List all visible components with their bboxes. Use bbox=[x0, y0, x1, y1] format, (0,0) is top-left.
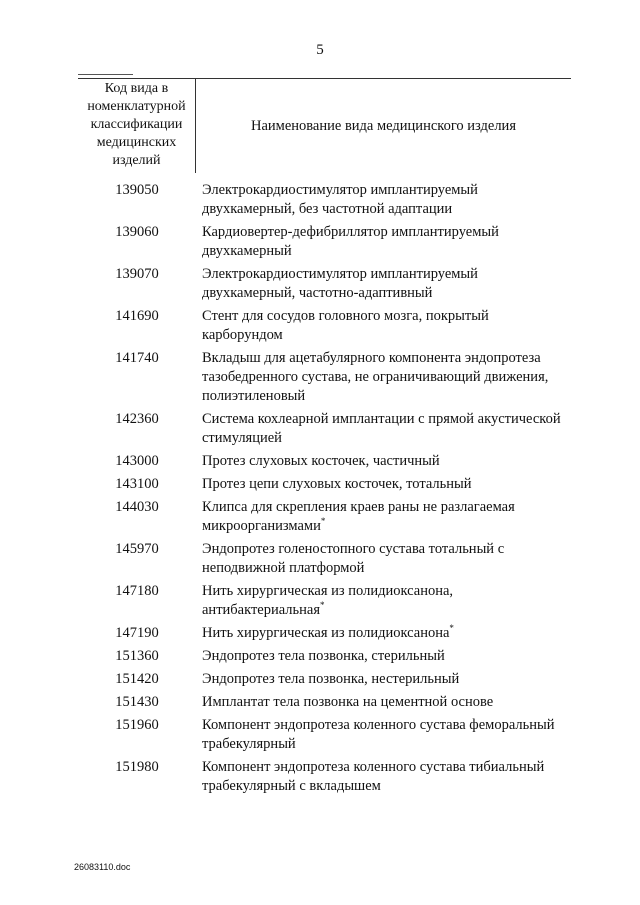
row-code: 143000 bbox=[115, 453, 159, 469]
row-code: 141740 bbox=[115, 350, 159, 366]
row-name bbox=[196, 452, 571, 471]
row-name bbox=[196, 223, 571, 261]
footnote-marker: * bbox=[320, 516, 326, 527]
table-row bbox=[78, 624, 571, 643]
header-code-column: Код вида в номенклатурной классификации медицинских изделий bbox=[78, 79, 196, 173]
table-header bbox=[78, 79, 571, 173]
row-code: 147180 bbox=[115, 583, 159, 599]
row-name-text: Протез цепи слуховых косточек, тотальный bbox=[202, 476, 472, 492]
row-name bbox=[196, 670, 571, 689]
row-code: 144030 bbox=[115, 499, 159, 515]
row-code: 141690 bbox=[115, 308, 159, 324]
table-row bbox=[78, 349, 571, 406]
row-name bbox=[196, 349, 571, 406]
table-row bbox=[78, 670, 571, 689]
row-name bbox=[196, 716, 571, 754]
footnote-marker: * bbox=[320, 600, 325, 611]
row-name bbox=[196, 647, 571, 666]
row-name-text: Вкладыш для ацетабулярного компонента эндопротеза тазобедренного сустава, не ограничивающий движения, полиэтиленовый bbox=[202, 350, 549, 404]
short-rule bbox=[78, 74, 133, 75]
row-name bbox=[196, 693, 571, 712]
row-code: 139060 bbox=[115, 224, 159, 240]
table-row bbox=[78, 716, 571, 754]
footnote-marker: * bbox=[449, 623, 454, 634]
row-name-text: Нить хирургическая из полидиоксанона bbox=[202, 625, 450, 641]
row-code: 147190 bbox=[115, 625, 159, 641]
table-row bbox=[78, 223, 571, 261]
row-name-text: Кардиовертер-дефибриллятор имплантируемый двухкамерный bbox=[202, 224, 499, 259]
row-name-text: Электрокардиостимулятор имплантируемый двухкамерный, частотно-адаптивный bbox=[202, 266, 478, 301]
page-number: 5 bbox=[316, 42, 324, 58]
row-name bbox=[196, 307, 571, 345]
row-name-text: Эндопротез тела позвонка, нестерильный bbox=[202, 671, 460, 687]
table-row bbox=[78, 647, 571, 666]
row-code: 139070 bbox=[115, 266, 159, 282]
row-name-text: Система кохлеарной имплантации с прямой акустической стимуляцией bbox=[202, 411, 561, 446]
table-row bbox=[78, 410, 571, 448]
row-code: 143100 bbox=[115, 476, 159, 492]
row-name-text: Клипса для скрепления краев раны не разлагаемая микроорганизмами bbox=[202, 499, 515, 534]
row-name bbox=[196, 265, 571, 303]
row-code: 139050 bbox=[115, 182, 159, 198]
table-row bbox=[78, 693, 571, 712]
row-name-text: Эндопротез голеностопного сустава тотальный с неподвижной платформой bbox=[202, 541, 505, 576]
row-name bbox=[196, 475, 571, 494]
row-name-text: Компонент эндопротеза коленного сустава тибиальный трабекулярный с вкладышем bbox=[202, 759, 545, 794]
table-row bbox=[78, 758, 571, 796]
row-name bbox=[196, 181, 571, 219]
table-body bbox=[78, 181, 571, 800]
row-name-text: Нить хирургическая из полидиоксанона, антибактериальная bbox=[202, 583, 454, 618]
row-name bbox=[196, 624, 571, 643]
row-code: 145970 bbox=[115, 541, 159, 557]
row-code: 151360 bbox=[115, 648, 159, 664]
row-code: 151980 bbox=[115, 759, 159, 775]
row-name bbox=[196, 582, 571, 620]
table-row bbox=[78, 181, 571, 219]
row-name-text: Электрокардиостимулятор имплантируемый двухкамерный, без частотной адаптации bbox=[202, 182, 478, 217]
table-row bbox=[78, 582, 571, 620]
row-name bbox=[196, 758, 571, 796]
table-row bbox=[78, 307, 571, 345]
row-name bbox=[196, 540, 571, 578]
row-name-text: Стент для сосудов головного мозга, покрытый карборундом bbox=[202, 308, 489, 343]
table-row bbox=[78, 265, 571, 303]
row-name-text: Протез слуховых косточек, частичный bbox=[202, 453, 440, 469]
row-code: 151420 bbox=[115, 671, 159, 687]
row-code: 142360 bbox=[115, 411, 159, 427]
table-row bbox=[78, 475, 571, 494]
footer-filename: 26083110.doc bbox=[74, 862, 131, 872]
header-name-column: Наименование вида медицинского изделия bbox=[250, 117, 516, 134]
row-code: 151960 bbox=[115, 717, 159, 733]
table-row bbox=[78, 540, 571, 578]
row-name-text: Имплантат тела позвонка на цементной основе bbox=[202, 694, 494, 710]
row-name-text: Компонент эндопротеза коленного сустава феморальный трабекулярный bbox=[202, 717, 555, 752]
row-name bbox=[196, 498, 571, 536]
table-row bbox=[78, 452, 571, 471]
row-code: 151430 bbox=[115, 694, 159, 710]
row-name-text: Эндопротез тела позвонка, стерильный bbox=[202, 648, 445, 664]
table-row bbox=[78, 498, 571, 536]
row-name bbox=[196, 410, 571, 448]
